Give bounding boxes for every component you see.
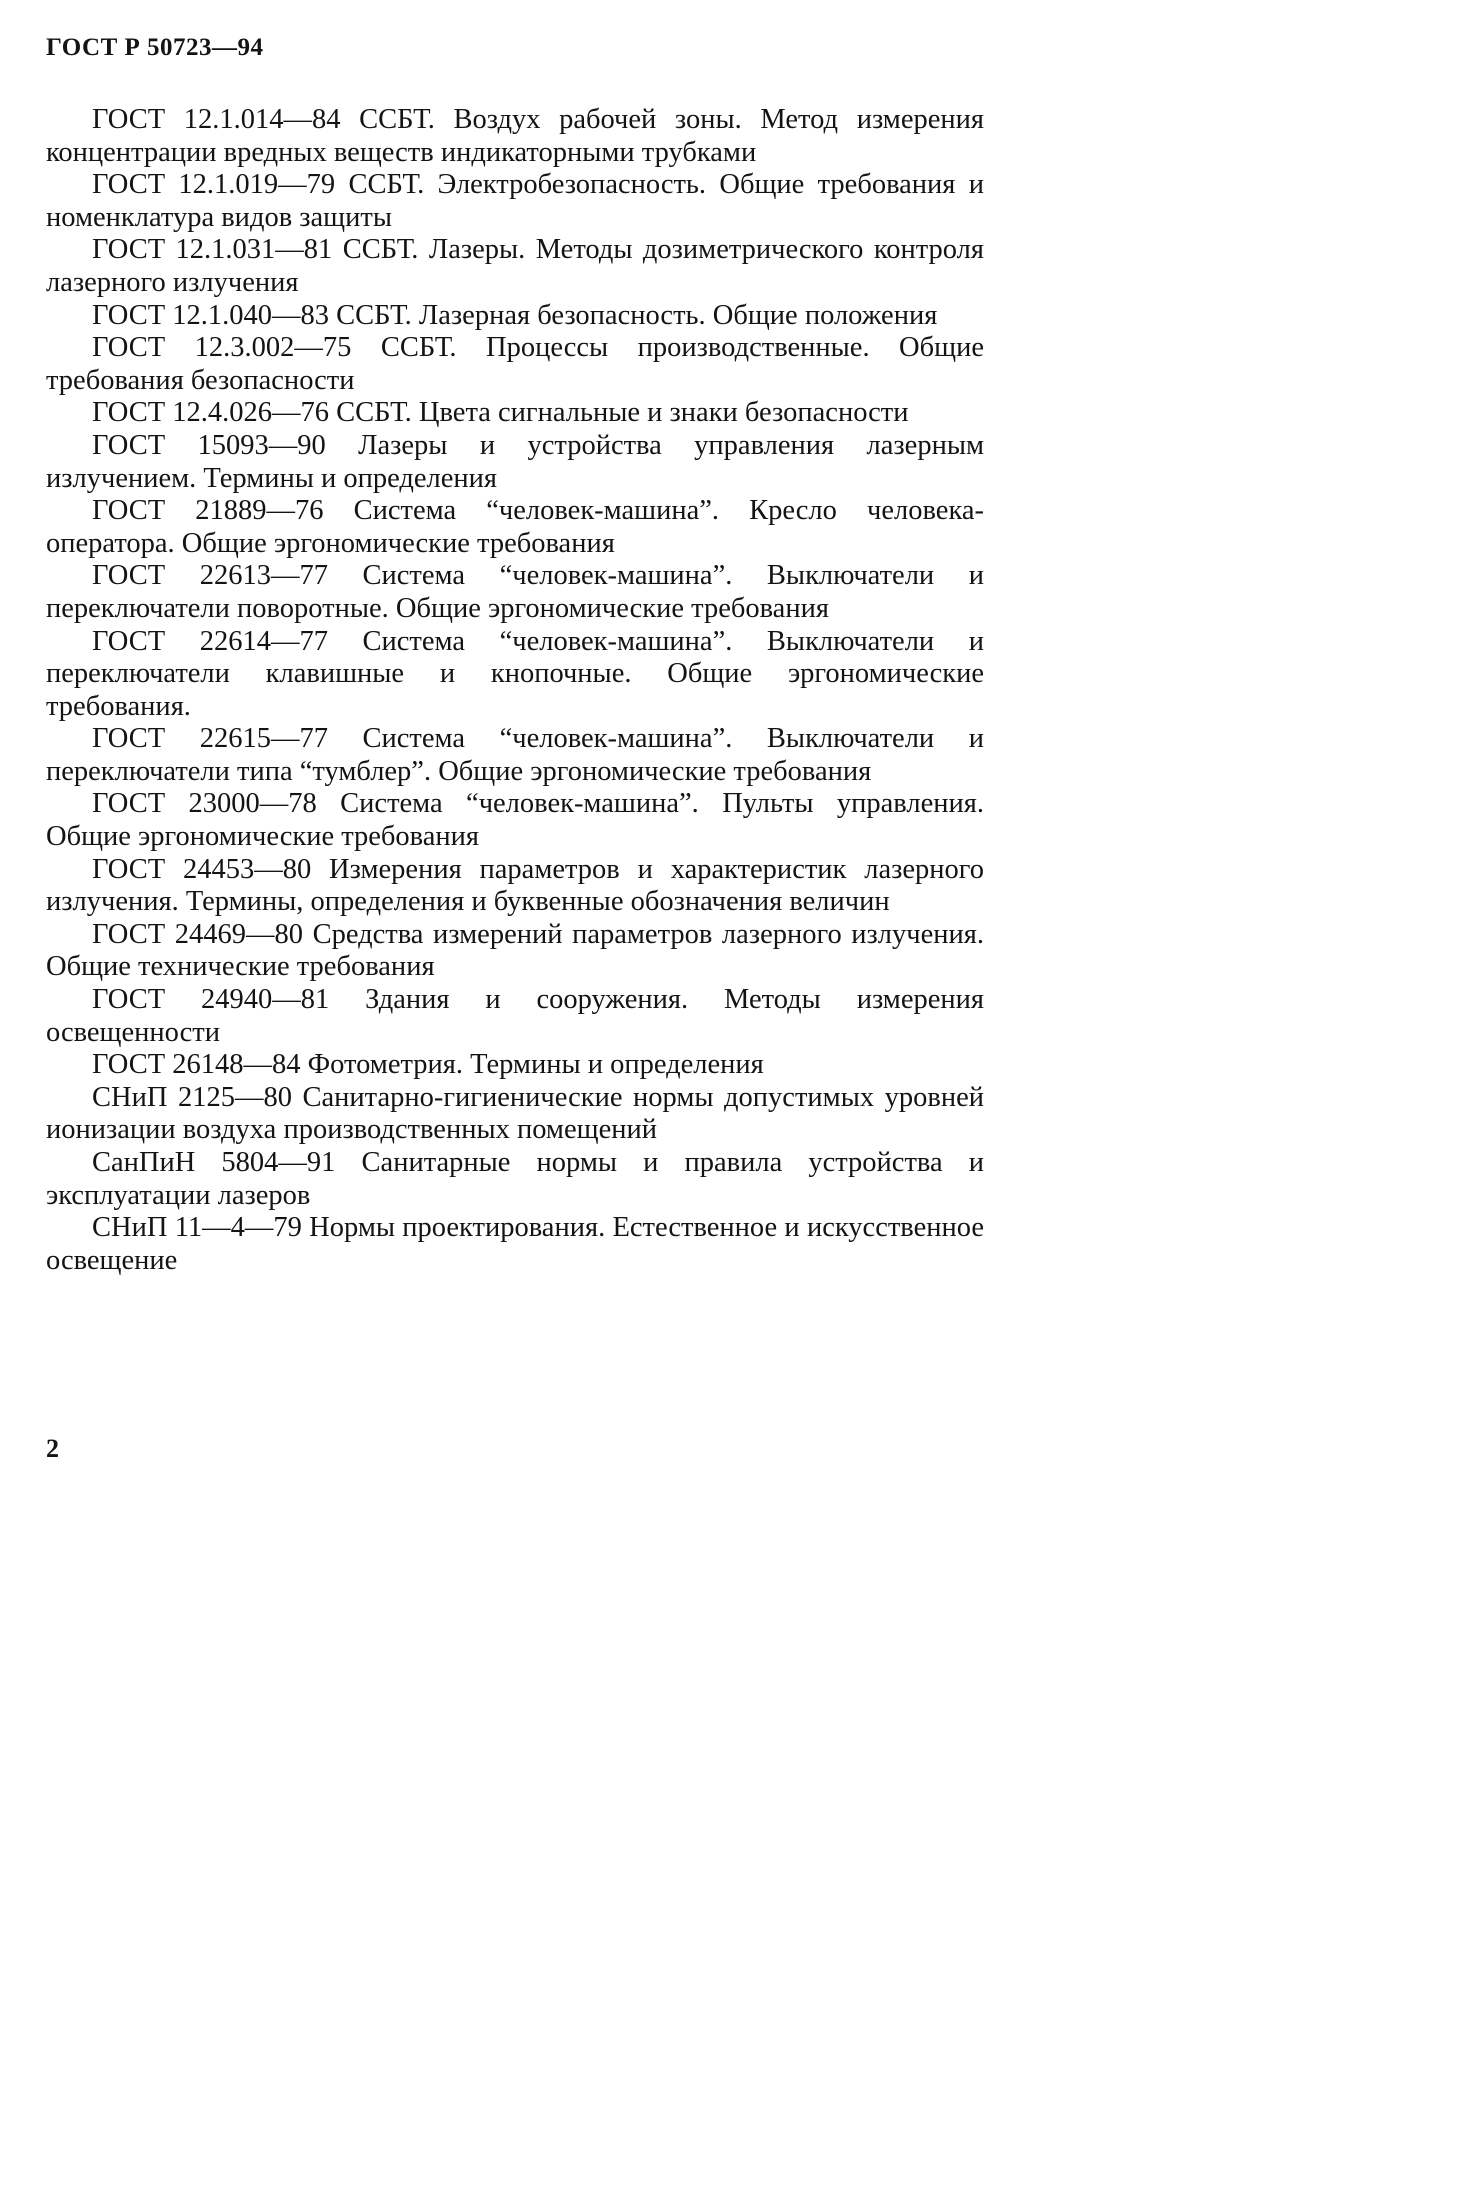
reference-item: ГОСТ 26148—84 Фотометрия. Термины и определения xyxy=(92,1049,764,1081)
reference-item: ГОСТ 23000—78 Система “человек-машина”. Пульты управления. Общие эргономические требования xyxy=(46,788,984,853)
reference-item: ГОСТ 22614—77 Система “человек-машина”. Выключатели и переключатели клавишные и кнопочные. Общие эргономические требования. xyxy=(46,625,984,722)
reference-item: ГОСТ 12.1.019—79 ССБТ. Электробезопасность. Общие требования и номенклатура видов защиты xyxy=(46,169,984,233)
normative-references-list xyxy=(46,104,984,1277)
document-header: ГОСТ Р 50723—94 xyxy=(46,34,264,61)
reference-item: ГОСТ 15093—90 Лазеры и устройства управления лазерным излучением. Термины и определения xyxy=(46,429,984,494)
reference-item: ГОСТ 12.3.002—75 ССБТ. Процессы производственные. Общие требования безопасности xyxy=(46,332,984,396)
page-number: 2 xyxy=(46,1434,59,1463)
reference-item: ГОСТ 22613—77 Система “человек-машина”. Выключатели и переключатели поворотные. Общие эргономические требования xyxy=(46,560,984,624)
reference-item: ГОСТ 24469—80 Средства измерений параметров лазерного излучения. Общие технические требования xyxy=(46,918,984,983)
reference-item: ГОСТ 22615—77 Система “человек-машина”. Выключатели и переключатели типа “тумблер”. Общие эргономические требования xyxy=(46,723,984,787)
reference-item: ГОСТ 12.1.014—84 ССБТ. Воздух рабочей зоны. Метод измерения концентрации вредных веществ индикаторными трубками xyxy=(46,104,984,168)
reference-item: СанПиН 5804—91 Санитарные нормы и правила устройства и эксплуатации лазеров xyxy=(46,1147,984,1211)
reference-item: ГОСТ 12.1.040—83 ССБТ. Лазерная безопасность. Общие положения xyxy=(92,299,938,331)
reference-item: ГОСТ 12.1.031—81 ССБТ. Лазеры. Методы дозиметрического контроля лазерного излучения xyxy=(46,234,984,298)
reference-item: ГОСТ 12.4.026—76 ССБТ. Цвета сигнальные и знаки безопасности xyxy=(92,397,909,429)
reference-item: ГОСТ 24453—80 Измерения параметров и характеристик лазерного излучения. Термины, определения и буквенные обозначения величин xyxy=(46,853,984,918)
reference-item: СНиП 2125—80 Санитарно-гигиенические нормы допустимых уровней ионизации воздуха производственных помещений xyxy=(46,1081,984,1146)
reference-item: СНиП 11—4—79 Нормы проектирования. Естественное и искусственное освещение xyxy=(46,1212,984,1276)
reference-item: ГОСТ 21889—76 Система “человек-машина”. Кресло человека-оператора. Общие эргономические требования xyxy=(46,495,984,559)
reference-item: ГОСТ 24940—81 Здания и сооружения. Методы измерения освещенности xyxy=(46,984,984,1048)
